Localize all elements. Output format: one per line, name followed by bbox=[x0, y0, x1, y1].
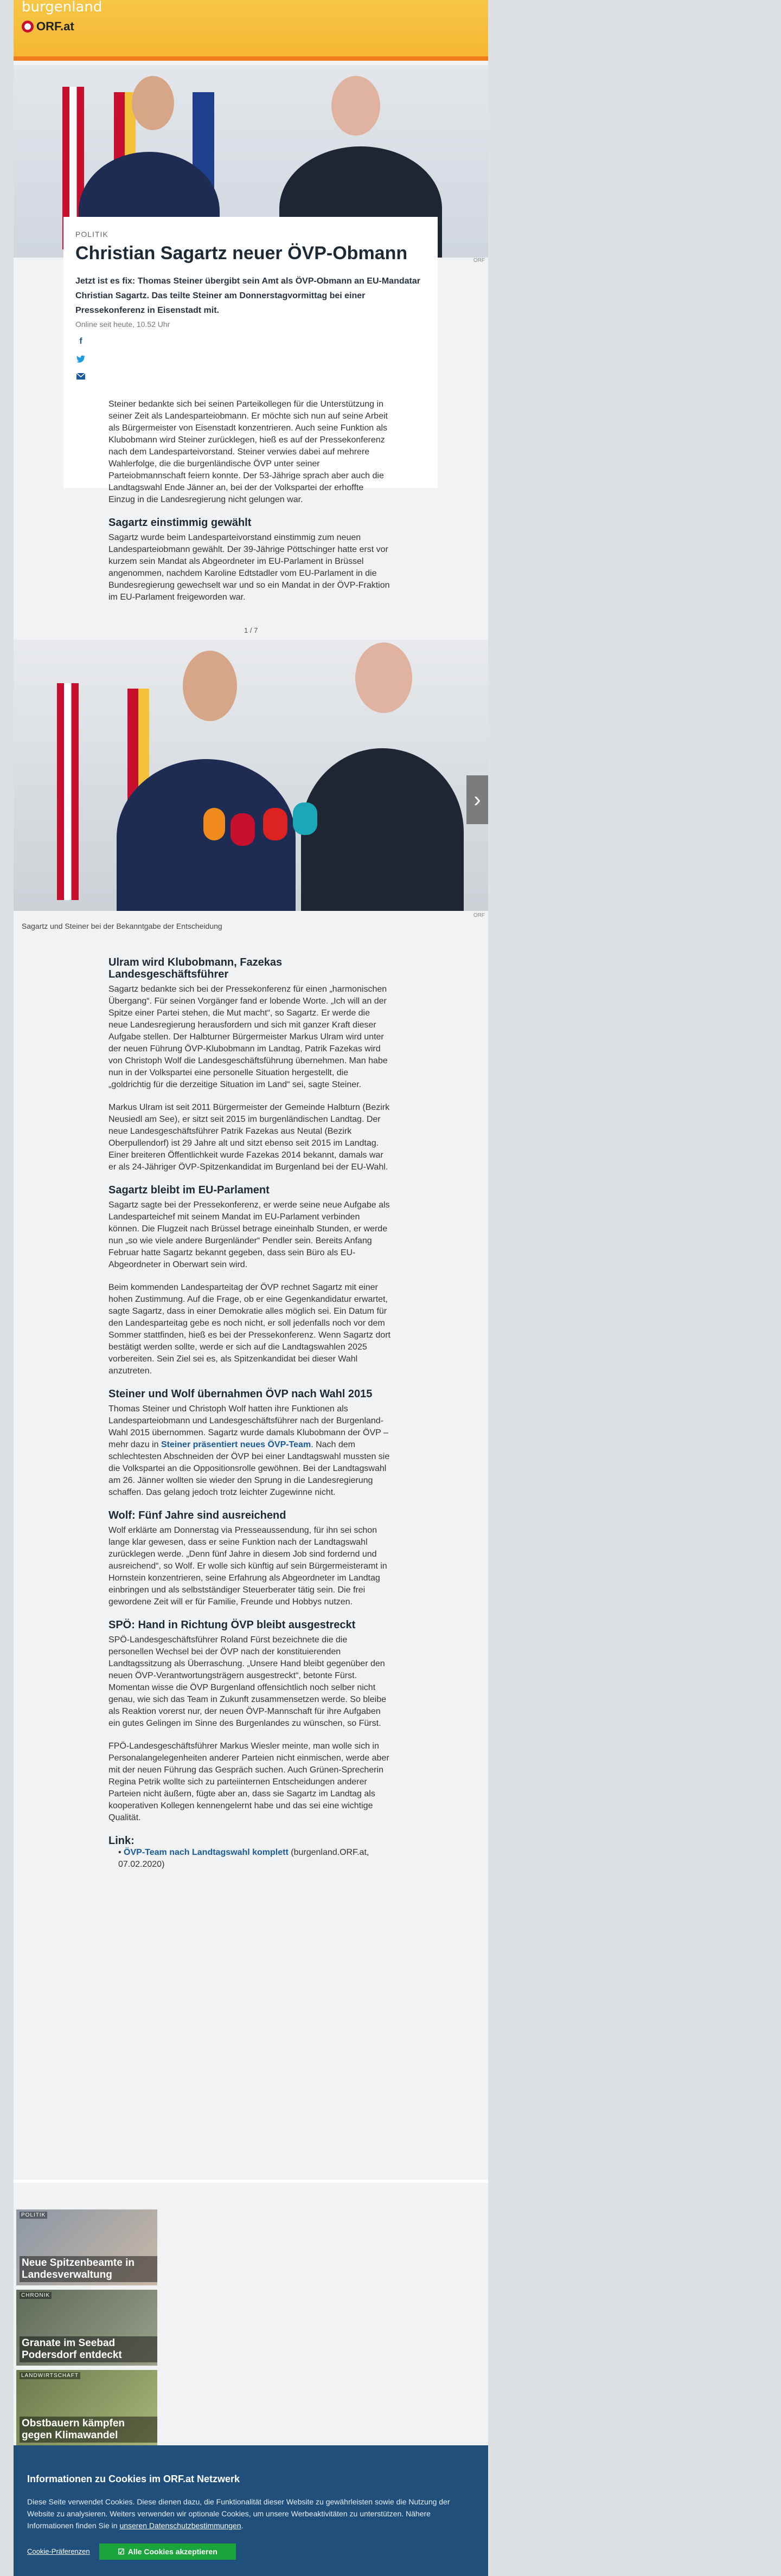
person-sagartz-head bbox=[183, 651, 237, 721]
flag-austria bbox=[57, 683, 79, 900]
subheading: Sagartz bleibt im EU-Parlament bbox=[108, 1184, 270, 1196]
subheading: Wolf: Fünf Jahre sind ausreichend bbox=[108, 1509, 286, 1521]
article-dateline: Online seit heute, 10.52 Uhr bbox=[75, 320, 170, 329]
paragraph-text: Thomas Steiner und Christoph Wolf hatten ihre Funktionen als Landesparteiobmann und Landesgeschäftsführer nach der Burgenland-Wahl 2015 übernommen. Sagartz wurde damals Klubobmann der ÖVP – mehr dazu in bbox=[108, 1404, 388, 1449]
article-kicker: POLITIK bbox=[75, 230, 108, 239]
teaser-category: CHRONIK bbox=[20, 2292, 52, 2299]
subheading: Steiner und Wolf übernahmen ÖVP nach Wahl 2015 bbox=[108, 1388, 373, 1400]
teaser-item[interactable] bbox=[16, 2370, 157, 2446]
teaser-category: LANDWIRTSCHAFT bbox=[20, 2372, 80, 2379]
paragraph: Sagartz bedankte sich bei der Pressekonferenz für einen „harmonischen Übergang“. Für seinen Vorgänger fand er lobende Worte. „Ich will an der Spitze einer Partei stehen, die Mut macht“, so Sagartz. Er werde die neue Landesregierung herausfordern und sich mit ganzer Kraft dieser Aufgabe stellen. Der Halbturner Bürgermeister Markus Ulram wird unter der neuen Führung ÖVP-Klubobmann im Landtag, Patrik Fazekas wird von Christoph Wolf die Landesgeschäftsführung übernehmen. Man habe nun in der Volkspartei eine personelle Situation hergestellt, die „goldrichtig für die derzeitige Situation im Land“ sei, sagte Steiner. bbox=[108, 985, 388, 1089]
teaser-list bbox=[16, 2209, 157, 2450]
hero-credit: ORF bbox=[473, 258, 485, 264]
paragraph: FPÖ-Landesgeschäftsführer Markus Wiesler meinte, man wolle sich in Personalangelegenheiten anderer Parteien nicht einmischen, werde aber mit der neuen Führung das Gespräch suchen. Auch Grünen-Sprecherin Regina Petrik wollte sich zu parteiinternen Entscheidungen anderer Parteien nicht äußern, fügte aber an, dass sie Sagartz im Landtag als kooperativen Kollegen kennengelernt habe und das sei eine wichtige Qualität. bbox=[108, 1742, 389, 1822]
cookie-text-end: . bbox=[241, 2521, 244, 2530]
inline-link-steiner-team[interactable]: Steiner präsentiert neues ÖVP-Team bbox=[161, 1440, 311, 1449]
related-link-source: (burgenland.ORF.at, 07.02.2020) bbox=[118, 1848, 369, 1869]
person-sagartz-head bbox=[132, 76, 174, 130]
site-header bbox=[14, 0, 488, 61]
article-body-main bbox=[108, 954, 390, 1871]
accept-label: Alle Cookies akzeptieren bbox=[127, 2547, 217, 2556]
region-name[interactable]: burgenland bbox=[22, 0, 103, 15]
paragraph: Beim kommenden Landesparteitag der ÖVP rechnet Sagartz mit einer hohen Zustimmung. Auf die Frage, ob er eine Gegenkandidatur erwartet, sagte Sagartz, dass in einer Demokratie alles möglich sei. Ein Datum für den Landesparteitag gebe es noch nicht, er soll jedenfalls noch vor dem Sommer stattfinden, hieß es bei der Pressekonferenz. Wenn Sagartz dort bestätigt werden sollte, werde er sich auf die Landtagswahlen 2025 vorbereiten. Sein Ziel sei es, als Spitzenkandidat bei dieser Wahl anzutreten. bbox=[108, 1283, 390, 1376]
footer-divider bbox=[14, 2180, 488, 2183]
cookie-text bbox=[27, 2496, 472, 2532]
paragraph bbox=[108, 1403, 390, 1499]
cookie-title: Informationen zu Cookies im ORF.at Netzwerk bbox=[27, 2474, 240, 2484]
teaser-item[interactable] bbox=[16, 2290, 157, 2366]
checkbox-icon: ☑ bbox=[118, 2547, 125, 2556]
gallery-image[interactable] bbox=[14, 640, 488, 911]
microphone-stand bbox=[198, 802, 317, 862]
paragraph: Wolf erklärte am Donnerstag via Presseaussendung, für ihn sei schon lange klar gewesen, dass er seine Funktion nach der Landtagswahl zurücklegen werde. „Denn fünf Jahre in diesem Job sind fordernd und ausreichend“, so Wolf. Er wolle sich künftig auf sein Bürgermeisteramt in Hornstein konzentrieren, seine Erfahrung als Abgeordneter im Landtag einbringen und als selbstständiger Steuerberater tätig sein. Die frei gewordene Zeit will er für Familie, Freunde und Hobbys nutzen. bbox=[108, 1526, 387, 1607]
links-heading: Link: bbox=[108, 1835, 135, 1847]
paragraph: Steiner bedankte sich bei seinen Parteikollegen für die Unterstützung in seiner Zeit als Landesparteiobmann. Er möchte sich nun auf seine Arbeit als Bürgermeister von Eisenstadt konzentrieren. Auch seine Funktion als Klubobmann wird Steiner zurücklegen, hieß es auf der Pressekonferenz nach dem Landesparteivorstand. Steiner verwies dabei auf mehrere Wahlerfolge, die die burgenländische ÖVP unter seiner Parteiobmannschaft feiern konnte. Der 53-Jährige sprach aber auch die Landtagswahl Ende Jänner an, bei der der Volkspartei der erhoffte Einzug in die Landesregierung nicht gelungen war. bbox=[108, 400, 388, 504]
mail-icon[interactable] bbox=[75, 371, 86, 382]
cookie-banner bbox=[14, 2445, 488, 2576]
teaser-category: POLITIK bbox=[20, 2212, 47, 2219]
orf-logo[interactable] bbox=[22, 20, 74, 34]
person-steiner bbox=[301, 748, 464, 911]
page-column bbox=[14, 0, 488, 2576]
person-steiner-head bbox=[355, 643, 412, 713]
paragraph-text: . Nach dem schlechtesten Abschneiden der ÖVP bei einer Landtagswahl mussten sie die Volkspartei an die Oppositionsrolle gewöhnen. Bei der Landtagswahl am 26. Jänner wollten sie wieder den Sprung in die Landesregierung schaffen. Das gelang jedoch trotz leichter Zugewinne nicht. bbox=[108, 1440, 390, 1497]
paragraph: Sagartz sagte bei der Pressekonferenz, er werde seine neue Aufgabe als Landesparteichef mit seinem Mandat im EU-Parlament verbinden können. Die Flugzeit nach Brüssel betrage eineinhalb Stunden, er werde nun „so wie viele andere Burgenländer“ Pendler sein. Bereits Anfang Februar hatte Sagartz bekannt gegeben, dass sein Büro als EU-Abgeordneter in Oberwart sein wird. bbox=[108, 1200, 390, 1269]
link-list-item: • ÖVP-Team nach Landtagswahl komplett (burgenland.ORF.at, 07.02.2020) bbox=[118, 1848, 369, 1869]
teaser-title: Neue Spitzenbeamte in Landesverwaltung bbox=[20, 2256, 157, 2282]
paragraph: Markus Ulram ist seit 2011 Bürgermeister der Gemeinde Halbturn (Bezirk Neusiedl am See), er sitzt seit 2015 im burgenländischen Landtag. Der neue Landesgeschäftsführer Patrik Fazekas aus Neutal (Bezirk Oberpullendorf) ist 29 Jahre alt und sitzt ebenso seit 2015 im Landtag. Einer breiteren Öffentlichkeit wurde Fazekas 2014 bekannt, damals war er als 24-Jähriger ÖVP-Spitzenkandidat im Burgenland bei der EU-Wahl. bbox=[108, 1103, 390, 1172]
chevron-right-icon: › bbox=[473, 787, 481, 812]
gallery-credit: ORF bbox=[473, 913, 485, 918]
subheading: SPÖ: Hand in Richtung ÖVP bleibt ausgestreckt bbox=[108, 1619, 356, 1631]
subheading: Ulram wird Klubobmann, Fazekas Landesgeschäftsführer bbox=[108, 956, 283, 980]
teaser-item[interactable] bbox=[16, 2209, 157, 2285]
gallery-next-button[interactable] bbox=[466, 775, 488, 824]
privacy-link[interactable]: unseren Datenschutzbestimmungen bbox=[119, 2521, 241, 2530]
accept-cookies-button[interactable] bbox=[99, 2543, 236, 2560]
teaser-title: Obstbauern kämpfen gegen Klimawandel bbox=[20, 2417, 157, 2443]
orf-eye-icon bbox=[22, 21, 34, 33]
subheading: Sagartz einstimmig gewählt bbox=[108, 517, 252, 529]
paragraph: Sagartz wurde beim Landesparteivorstand einstimmig zum neuen Landesparteiobmann gewählt. Der 39-Jährige Pöttschinger hatte erst vor kurzem sein Mandat als Abgeordneter im EU-Parlament in Brüssel angenommen, nachdem Karoline Edtstadler vom EU-Parlament in die Bundesregierung gewechselt war und so ein Mandat in der ÖVP-Fraktion im EU-Parlament freigeworden war. bbox=[108, 533, 390, 602]
person-steiner-head bbox=[331, 76, 380, 136]
paragraph: SPÖ-Landesgeschäftsführer Roland Fürst bezeichnete die die personellen Wechsel bei der ÖVP nach der konstituierenden Landtagssitzung als Überraschung. „Unsere Hand bleibt gegenüber den neuen ÖVP-Verantwortungsträgern ausgestreckt“, betonte Fürst. Momentan wisse die ÖVP Burgenland offensichtlich noch selber nicht genau, wie sich das Team in Zukunft zusammensetzen werde. So bleibe als Reaktion vorerst nur, der neuen ÖVP-Mannschaft für ihre Aufgaben ein gutes Gelingen im Sinne des Burgenlandes zu wünschen, so Fürst. bbox=[108, 1635, 386, 1728]
article-lead: Jetzt ist es fix: Thomas Steiner übergibt sein Amt als ÖVP-Obmann an EU-Mandatar Christian Sagartz. Das teilte Steiner am Donnerstagvormittag bei einer Pressekonferenz in Eisenstadt mit. bbox=[75, 277, 420, 315]
related-link[interactable]: ÖVP-Team nach Landtagswahl komplett bbox=[124, 1848, 289, 1857]
gallery-counter: 1 / 7 bbox=[244, 626, 258, 634]
gallery-caption: Sagartz und Steiner bei der Bekanntgabe der Entscheidung bbox=[22, 922, 222, 930]
teaser-title: Granate im Seebad Podersdorf entdeckt bbox=[20, 2336, 157, 2362]
logo-text: ORF.at bbox=[36, 20, 74, 33]
article-headline: Christian Sagartz neuer ÖVP-Obmann bbox=[75, 243, 408, 264]
twitter-icon[interactable] bbox=[75, 354, 86, 364]
facebook-icon[interactable]: f bbox=[79, 337, 82, 346]
cookie-text-body: Diese Seite verwendet Cookies. Diese dienen dazu, die Funktionalität dieser Website zu gewährleisten sowie die Nutzung der Website zu analysieren. Weiters verwenden wir optionale Cookies, um unsere Werbeaktivitäten zu unterstützen. Nähere Informationen finden Sie in bbox=[27, 2497, 450, 2530]
article-body-top bbox=[108, 399, 390, 614]
cookie-preferences-link[interactable]: Cookie-Präferenzen bbox=[27, 2547, 90, 2555]
